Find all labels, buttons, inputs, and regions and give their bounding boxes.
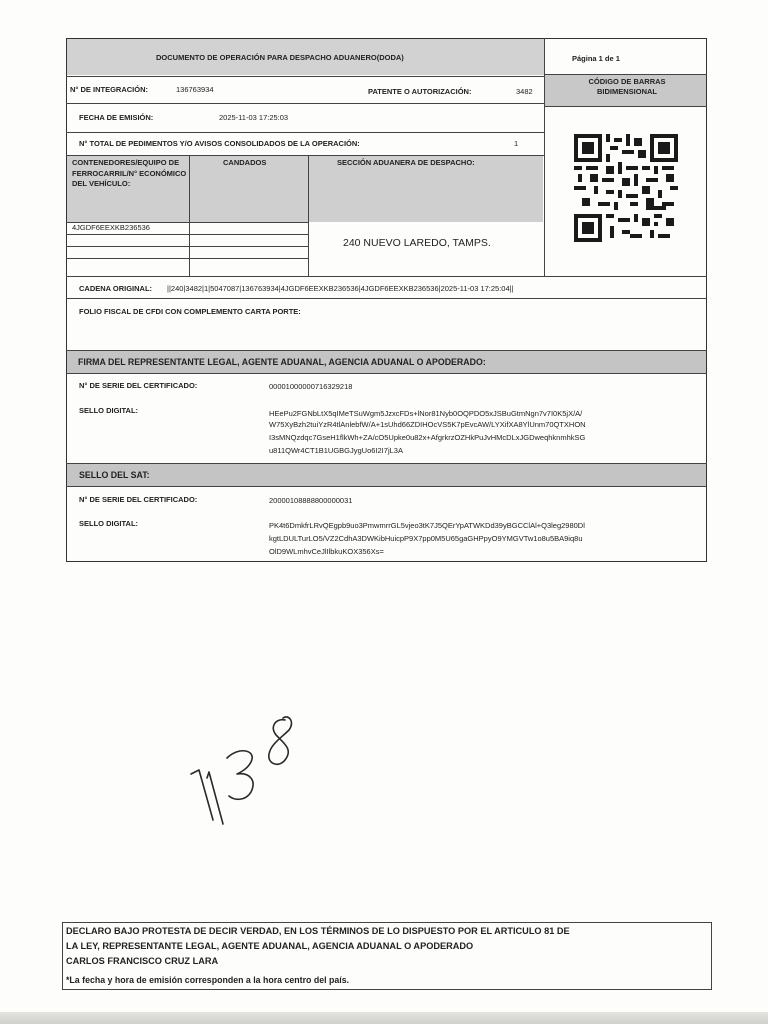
padlocks-header: CANDADOS [223, 158, 267, 167]
paper-edge [0, 1012, 768, 1024]
firma-sello-line: HEePu2FGNbLtX5qIMeTSuWgm5JzxcFDs+lNor81Nyb0OQPDO5xJSBuGtmNgn7v7I0K5jX/A/ [269, 409, 583, 418]
grid-line [544, 74, 707, 75]
sat-sello-line: PK4t6DmkfrLRvQEgpb9uo3PmwmrrGL5vjeo3tK7J5QErYpATWKDd39yBGCClAl+Q3leg2980Dl [269, 521, 585, 530]
firma-sello-line: u811QWr4CT1B1UGBGJygUo6I2I7jL3A [269, 446, 403, 455]
containers-header: CONTENEDORES/EQUIPO DE FERROCARRIL/N° ECONÓMICO DEL VEHÍCULO: [72, 158, 187, 188]
firma-serie-value: 00001000000716329218 [269, 382, 353, 391]
qr-code [574, 134, 678, 242]
total-pedimentos-value: 1 [514, 139, 519, 148]
patent-label: PATENTE O AUTORIZACIÓN: [368, 87, 472, 96]
container-value: 4JGDF6EEXKB236536 [72, 223, 150, 232]
grid-line [66, 276, 707, 277]
grid-line [66, 234, 308, 235]
grid-line [66, 103, 544, 104]
emission-value: 2025-11-03 17:25:03 [219, 113, 289, 122]
sat-serie-value: 20000108888800000031 [269, 496, 353, 505]
barcode-label: CÓDIGO DE BARRAS BIDIMENSIONAL [588, 77, 666, 96]
section-value: 240 NUEVO LAREDO, TAMPS. [343, 237, 491, 249]
cadena-label: CADENA ORIGINAL: [79, 284, 153, 293]
grid-line [66, 76, 544, 77]
sat-serie-label: N° DE SERIE DEL CERTIFICADO: [79, 495, 198, 504]
sat-section-label: SELLO DEL SAT: [79, 470, 150, 480]
cadena-value: ||240|3482|1|5047087|136763934|4JGDF6EEXKB236536|4JGDF6EEXKB236536|2025-11-03 17:25:04|| [167, 284, 514, 293]
folio-label: FOLIO FISCAL DE CFDI CON COMPLEMENTO CARTA PORTE: [79, 307, 301, 316]
firma-sello-line: W75XyBzh2tuiYzR4tlAnlebfW/A+1sUhd66ZDIHOcVS5K7pEvcAW/LYXifXA8YlUnm70QTXHON [269, 420, 586, 429]
declarant-name: CARLOS FRANCISCO CRUZ LARA [66, 956, 219, 966]
grid-line [66, 298, 707, 299]
section-header: SECCIÓN ADUANERA DE DESPACHO: [337, 158, 475, 167]
total-pedimentos-label: N° TOTAL DE PEDIMENTOS Y/O AVISOS CONSOLIDADOS DE LA OPERACIÓN: [79, 139, 360, 148]
timezone-note: *La fecha y hora de emisión corresponden a la hora centro del país. [66, 975, 350, 985]
sat-sello-line: kgtLDULTurLO5/VZ2CdhA3DWKibHuicpP9X7pp0M5U65gaGHPpyO9YMGVTw1o8u5BA9iq8u [269, 534, 583, 543]
sat-shade [67, 464, 706, 486]
handwritten-number [185, 700, 315, 840]
grid-line [66, 486, 707, 487]
grid-line [66, 373, 707, 374]
page-number: Página 1 de 1 [572, 54, 620, 63]
grid-line [66, 258, 308, 259]
firma-section-label: FIRMA DEL REPRESENTANTE LEGAL, AGENTE ADUANAL, AGENCIA ADUANAL O APODERADO: [78, 357, 486, 367]
firma-sello-line: I3sMNQzdqc7GseH1flkWh+ZA/cO5Upke0u82x+AfgrkrzOZHkPuJvHMcDLxJGDweqhknmhkSG [269, 433, 586, 442]
firma-sello-label: SELLO DIGITAL: [79, 406, 139, 415]
grid-line [66, 132, 544, 133]
integration-value: 136763934 [176, 85, 214, 94]
integration-label: N° DE INTEGRACIÓN: [70, 85, 148, 94]
emission-label: FECHA DE EMISIÓN: [79, 113, 154, 122]
grid-line [544, 106, 707, 107]
form-title: DOCUMENTO DE OPERACIÓN PARA DESPACHO ADUANERO(DODA) [156, 53, 404, 62]
declaration-line-2: LA LEY, REPRESENTANTE LEGAL, AGENTE ADUANAL, AGENCIA ADUANAL O APODERADO [66, 941, 474, 951]
declaration-line-1: DECLARO BAJO PROTESTA DE DECIR VERDAD, EN LOS TÉRMINOS DE LO DISPUESTO POR EL ARTICULO 81 DE [66, 926, 570, 936]
grid-line [308, 155, 309, 276]
grid-line [66, 246, 308, 247]
sat-sello-label: SELLO DIGITAL: [79, 519, 139, 528]
grid-line [66, 155, 544, 156]
grid-line [66, 463, 707, 464]
firma-serie-label: N° DE SERIE DEL CERTIFICADO: [79, 381, 198, 390]
handwriting-text: 1138 [185, 700, 188, 701]
patent-value: 3482 [516, 87, 533, 96]
sat-sello-line: OlD9WLmhvCeJlIlbkuKOX356Xs= [269, 547, 384, 556]
grid-line [66, 350, 707, 351]
